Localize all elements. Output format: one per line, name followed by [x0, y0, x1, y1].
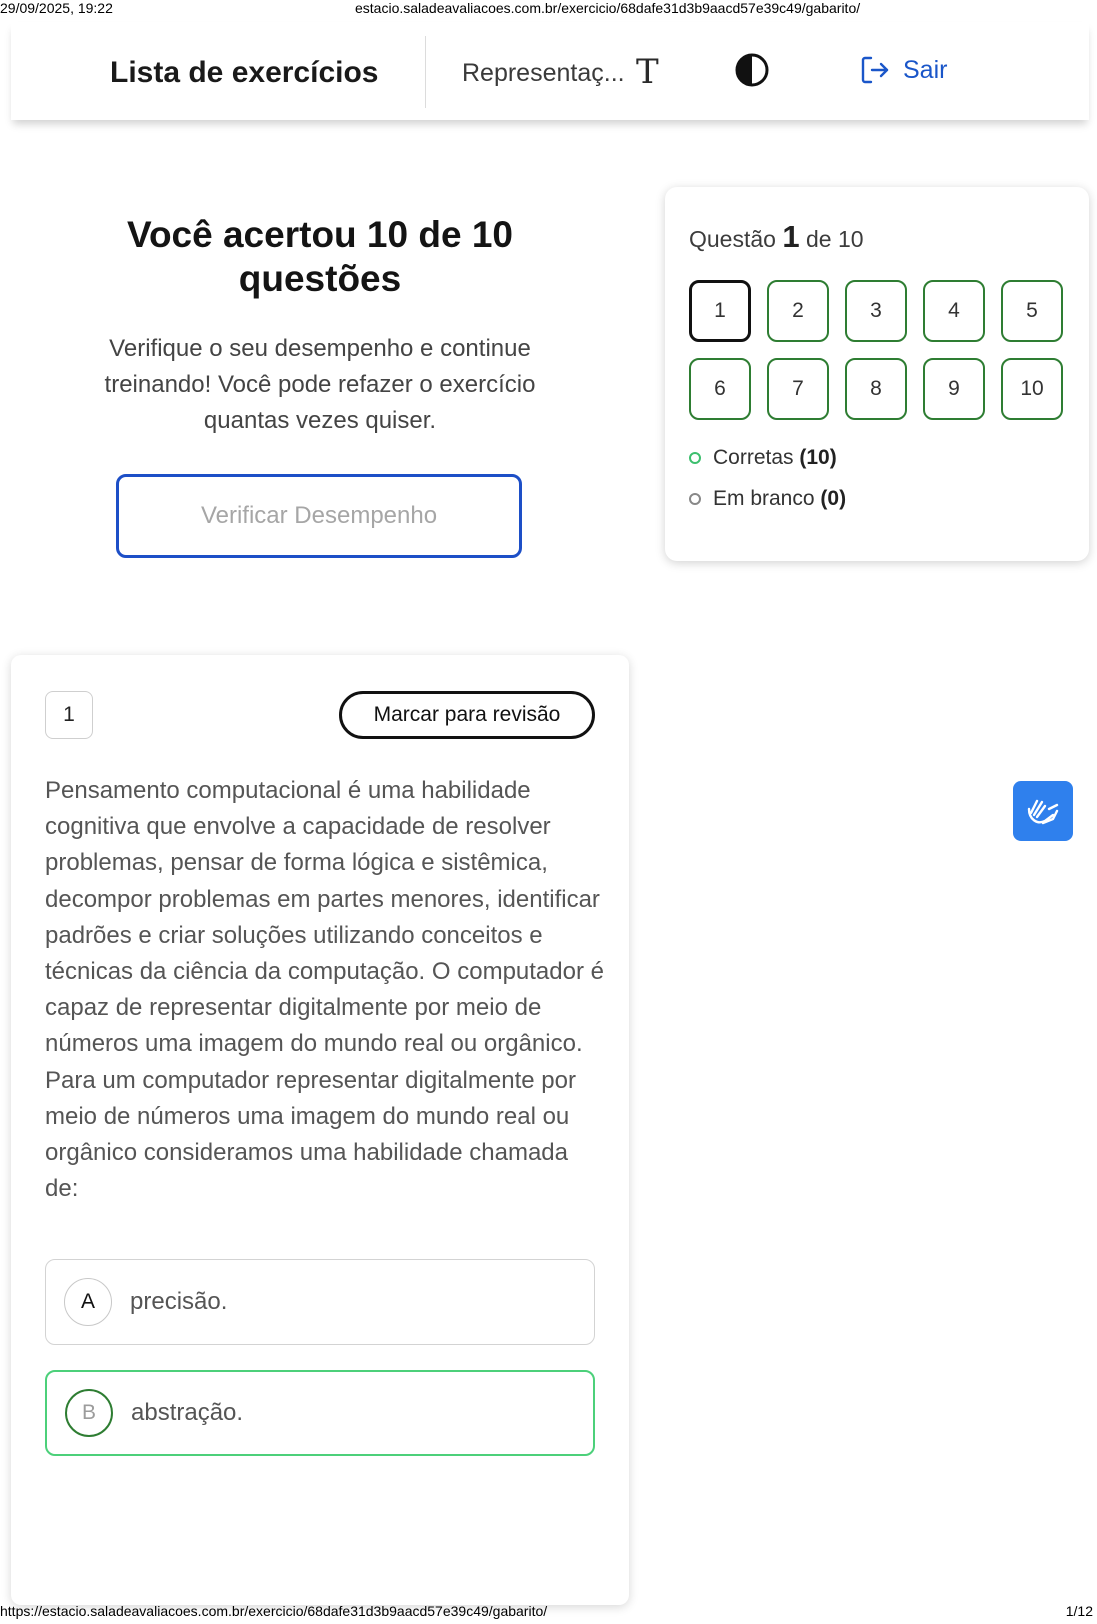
top-bar — [11, 22, 1089, 120]
question-button-1[interactable]: 1 — [689, 280, 751, 342]
question-button-9[interactable]: 9 — [923, 358, 985, 420]
question-grid — [689, 280, 1063, 420]
question-button-6[interactable]: 6 — [689, 358, 751, 420]
result-headline: Você acertou 10 de 10 questões — [127, 214, 513, 299]
logout-icon — [859, 54, 891, 86]
question-number-badge: 1 — [45, 691, 93, 739]
legend-correct-count: (10) — [799, 446, 837, 469]
print-datetime: 29/09/2025, 19:22 — [0, 0, 113, 16]
option-a[interactable] — [45, 1259, 595, 1345]
logout-button[interactable] — [859, 52, 947, 88]
question-counter-suffix: de 10 — [805, 226, 864, 252]
print-top-url: estacio.saladeavaliacoes.com.br/exercicio/68dafe31d3b9aacd57e39c49/gabarito/ — [355, 0, 861, 16]
blank-dot-icon — [689, 493, 701, 505]
header-divider — [425, 36, 426, 108]
result-description: Verifique o seu desempenho e continue treinando! Você pode refazer o exercício quantas vezes quiser. — [104, 335, 536, 434]
contrast-icon[interactable] — [734, 52, 770, 88]
question-button-10[interactable]: 10 — [1001, 358, 1063, 420]
question-button-7[interactable]: 7 — [767, 358, 829, 420]
legend-blank-count: (0) — [820, 487, 847, 510]
status-legend — [689, 443, 846, 525]
verify-performance-button[interactable]: Verificar Desempenho — [116, 474, 522, 558]
question-button-4[interactable]: 4 — [923, 280, 985, 342]
logout-label: Sair — [903, 55, 948, 84]
font-size-icon[interactable]: T — [636, 52, 659, 92]
option-a-letter: A — [64, 1278, 112, 1326]
question-button-3[interactable]: 3 — [845, 280, 907, 342]
option-a-text: precisão. — [130, 1288, 228, 1315]
accessibility-widget-button[interactable] — [1013, 781, 1073, 841]
question-text: Pensamento computacional é uma habilidade cognitiva que envolve a capacidade de resolver problemas, pensar de forma lógica e sistêmica, decompor problemas em partes menores, identificar padrões e criar soluções utilizando conceitos e técnicas da ciência da computação. O computador é capaz de representar digitalmente por meio de números uma imagem do mundo real ou orgânico. Para um computador representar digitalmente por meio de números uma imagem do mundo real ou orgânico consideramos uma habilidade chamada de: — [45, 777, 604, 1203]
question-button-2[interactable]: 2 — [767, 280, 829, 342]
legend-correct-label: Corretas — [713, 446, 794, 469]
print-bottom-url: https://estacio.saladeavaliacoes.com.br/exercicio/68dafe31d3b9aacd57e39c49/gabarito/ — [0, 1603, 548, 1619]
print-page-number: 1/12 — [1065, 1603, 1093, 1619]
question-counter-current: 1 — [782, 219, 800, 254]
correct-dot-icon — [689, 452, 701, 464]
question-navigator — [665, 187, 1089, 561]
print-footer — [0, 1603, 1097, 1623]
mark-for-review-button[interactable]: Marcar para revisão — [339, 691, 595, 739]
mode-selector[interactable]: Representaç... — [462, 59, 625, 87]
page-title: Lista de exercícios — [110, 56, 379, 89]
question-button-5[interactable]: 5 — [1001, 280, 1063, 342]
question-button-8[interactable]: 8 — [845, 358, 907, 420]
sign-language-icon — [1023, 791, 1063, 831]
option-b-text: abstração. — [131, 1399, 244, 1426]
question-counter — [689, 219, 864, 255]
option-b[interactable] — [45, 1370, 595, 1456]
legend-correct — [689, 443, 846, 473]
legend-blank — [689, 484, 846, 514]
print-header — [0, 0, 1097, 18]
option-b-letter: B — [65, 1389, 113, 1437]
question-counter-prefix: Questão — [689, 226, 776, 252]
legend-blank-label: Em branco — [713, 487, 815, 510]
question-card — [11, 655, 629, 1605]
result-summary — [70, 213, 570, 439]
